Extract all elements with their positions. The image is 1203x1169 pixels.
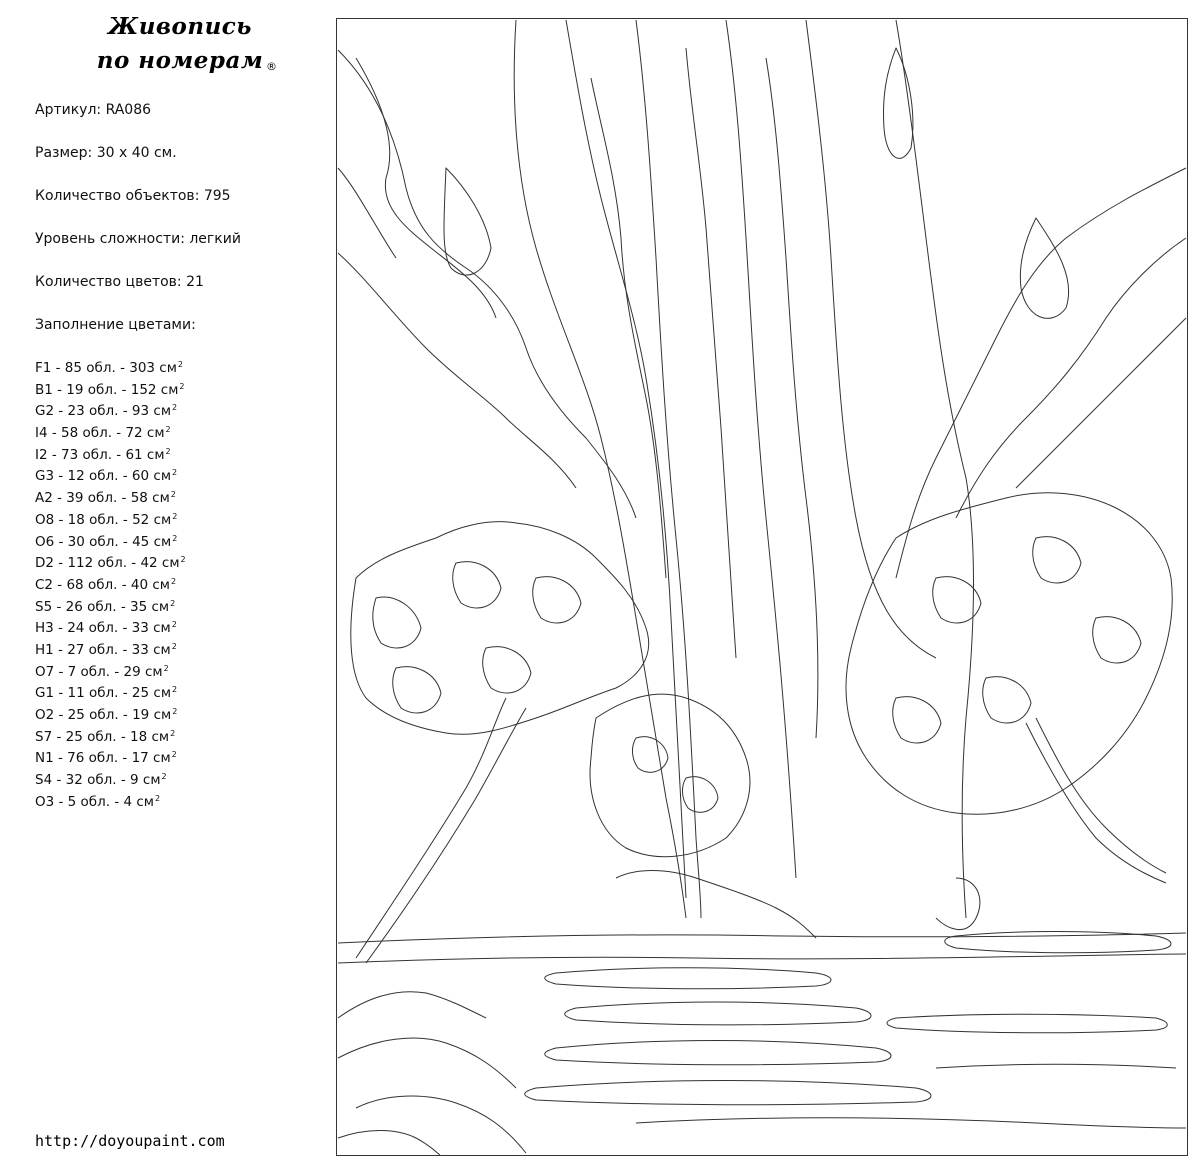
article-number: Артикул: RA086 — [35, 102, 152, 118]
legend-item: G3 - 12 обл. - 60 $см^2$ — [35, 468, 178, 485]
legend-item: O7 - 7 обл. - 29 $см^2$ — [35, 663, 169, 680]
brand-title-line1: Живопись — [108, 13, 252, 40]
legend-item: B1 - 19 обл. - 152 $см^2$ — [35, 381, 185, 398]
color-legend — [35, 358, 186, 813]
legend-item: I2 - 73 обл. - 61 $см^2$ — [35, 446, 171, 463]
legend-item: G2 - 23 обл. - 93 $см^2$ — [35, 403, 178, 420]
legend-item: D2 - 112 обл. - 42 $см^2$ — [35, 555, 186, 572]
fill-header: Заполнение цветами: — [35, 317, 196, 333]
legend-item: O8 - 18 обл. - 52 $см^2$ — [35, 511, 178, 528]
paint-by-number-canvas — [336, 18, 1188, 1156]
canvas-size: Размер: 30 х 40 см. — [35, 145, 177, 161]
legend-item: A2 - 39 обл. - 58 $см^2$ — [35, 490, 176, 507]
website-url: http://doyoupaint.com — [35, 1132, 225, 1150]
legend-item: I4 - 58 обл. - 72 $см^2$ — [35, 425, 171, 442]
legend-item: N1 - 76 обл. - 17 $см^2$ — [35, 750, 177, 767]
legend-item: O6 - 30 обл. - 45 $см^2$ — [35, 533, 178, 550]
legend-item: H3 - 24 обл. - 33 $см^2$ — [35, 620, 177, 637]
legend-item: S4 - 32 обл. - 9 $см^2$ — [35, 772, 167, 789]
registered-mark: ® — [266, 60, 277, 73]
difficulty-level: Уровень сложности: легкий — [35, 231, 241, 247]
product-info — [35, 98, 241, 356]
legend-item: S7 - 25 обл. - 18 $см^2$ — [35, 728, 176, 745]
color-count: Количество цветов: 21 — [35, 274, 204, 290]
legend-item: S5 - 26 обл. - 35 $см^2$ — [35, 598, 176, 615]
object-count: Количество объектов: 795 — [35, 188, 231, 204]
legend-item: G1 - 11 обл. - 25 $см^2$ — [35, 685, 178, 702]
legend-item: C2 - 68 обл. - 40 $см^2$ — [35, 576, 177, 593]
legend-item: O2 - 25 обл. - 19 $см^2$ — [35, 707, 178, 723]
legend-item: F1 - 85 обл. - 303 $см^2$ — [35, 360, 183, 376]
brand-title-line2: по номерам — [96, 47, 264, 74]
brand-logo — [60, 10, 300, 78]
legend-item: H1 - 27 обл. - 33 $см^2$ — [35, 641, 177, 658]
legend-item: O3 - 5 обл. - 4 $см^2$ — [35, 793, 161, 810]
